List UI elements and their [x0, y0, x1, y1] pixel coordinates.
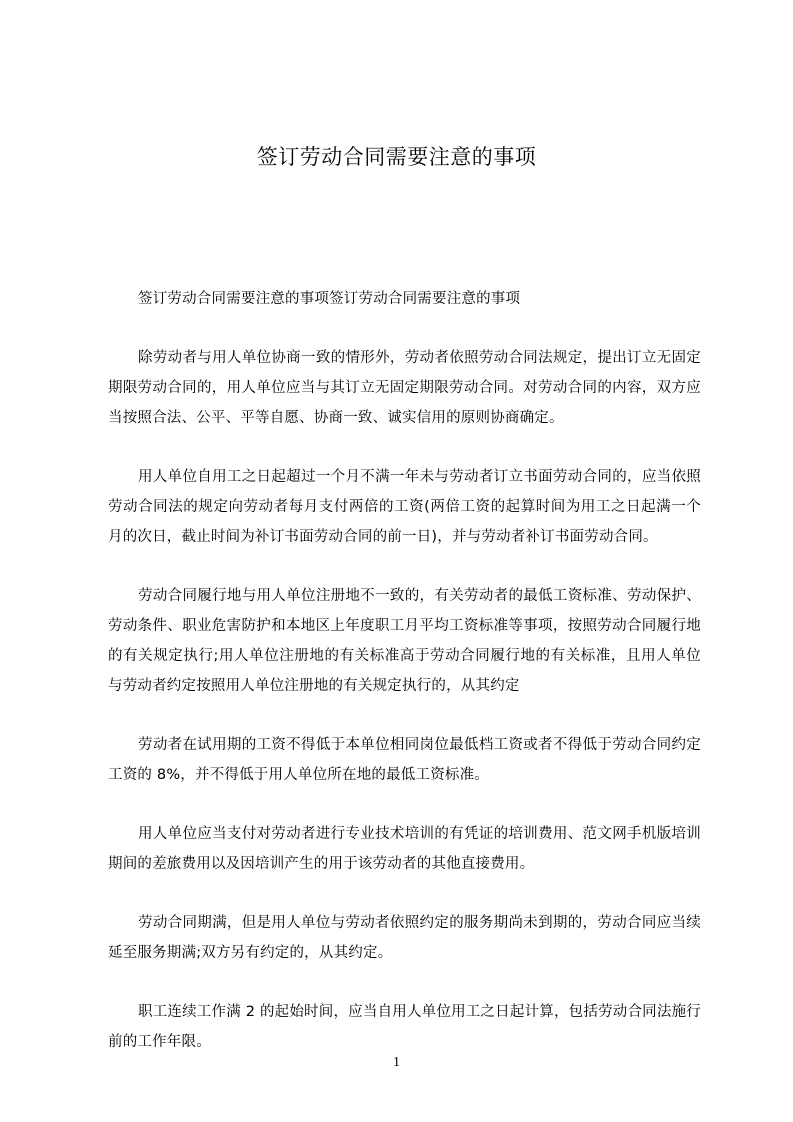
paragraph-8: 职工连续工作满 2 的起始时间，应当自用人单位用工之日起计算，包括劳动合同法施行前的工作年限。	[108, 1004, 701, 1050]
paragraph-3: 用人单位自用工之日起超过一个月不满一年未与劳动者订立书面劳动合同的，应当依照劳动合同法的规定向劳动者每月支付两倍的工资(两倍工资的起算时间为用工之日起满一个月的次日，截止时间为补订书面劳动合同的前一日)，并与劳动者补订书面劳动合同。	[108, 469, 701, 545]
document-title: 签订劳动合同需要注意的事项	[256, 145, 537, 169]
paragraph-4: 劳动合同履行地与用人单位注册地不一致的，有关劳动者的最低工资标准、劳动保护、劳动条件、职业危害防护和本地区上年度职工月平均工资标准等事项，按照劳动合同履行地的有关规定执行;用人单位注册地的有关标准高于劳动合同履行地的有关标准，且用人单位与劳动者约定按照用人单位注册地的有关规定执行的，从其约定	[108, 588, 701, 694]
paragraph-5: 劳动者在试用期的工资不得低于本单位相同岗位最低档工资或者不得低于劳动合同约定工资的 8%，并不得低于用人单位所在地的最低工资标准。	[108, 737, 701, 783]
paragraph-6: 用人单位应当支付对劳动者进行专业技术培训的有凭证的培训费用、范文网手机版培训期间的差旅费用以及因培训产生的用于该劳动者的其他直接费用。	[108, 826, 701, 872]
paragraph-1: 签订劳动合同需要注意的事项签订劳动合同需要注意的事项	[138, 291, 521, 307]
paragraph-2: 除劳动者与用人单位协商一致的情形外，劳动者依照劳动合同法规定，提出订立无固定期限劳动合同的，用人单位应当与其订立无固定期限劳动合同。对劳动合同的内容，双方应当按照合法、公平、平等自愿、协商一致、诚实信用的原则协商确定。	[108, 350, 701, 426]
document-body	[108, 284, 701, 1086]
paragraph-7: 劳动合同期满，但是用人单位与劳动者依照约定的服务期尚未到期的，劳动合同应当续延至服务期满;双方另有约定的，从其约定。	[108, 915, 701, 961]
page-number: 1	[393, 1055, 400, 1070]
